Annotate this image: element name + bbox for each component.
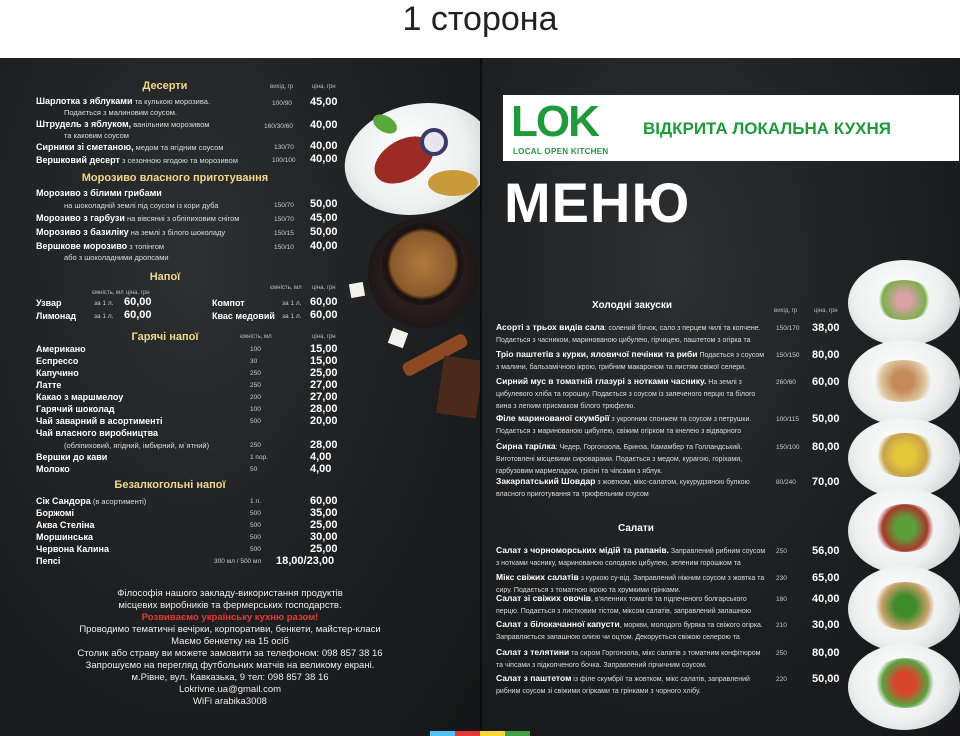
menu-item-volume: 500 [250, 534, 261, 541]
menu-item-volume: за 1 л. [282, 313, 302, 320]
chocolate-image [436, 355, 480, 418]
menu-item-price: 30,00 [310, 531, 338, 543]
menu-item-weight: 80/240 [776, 479, 796, 486]
menu-item-weight: 230 [776, 575, 787, 582]
menu-item-price: 38,00 [812, 322, 840, 334]
menu-item-volume: 50 [250, 466, 258, 473]
footer-philosophy-line1: Філософія нашого закладу-використання продуктів [117, 588, 343, 599]
menu-item-volume: 500 [250, 522, 261, 529]
footer-banquet: Маємо бенкетку на 15 осіб [171, 636, 289, 647]
menu-item-price: 60,00 [124, 309, 152, 321]
food-decoration [872, 658, 938, 708]
menu-item-name: Вершки до кави [36, 452, 108, 462]
dessert-food-decoration [428, 170, 478, 196]
menu-item [496, 376, 766, 413]
col-header-price: ціна, грн [312, 84, 336, 90]
menu-item [496, 545, 766, 572]
section-title-drinks: Напої [149, 271, 181, 283]
menu-item-weight: 150/10 [274, 244, 294, 251]
footer-wifi: WiFi arabika3008 [193, 696, 267, 707]
left-menu-page [0, 58, 480, 736]
menu-item-price: 28,00 [310, 403, 338, 415]
menu-item-name: Вершкове морозиво з топінгом [36, 241, 165, 251]
menu-item-desc: : солений бочок, сало з перцем чилі та копчене. Подається з часником, маринованою цибулею, гірчицею, паштетом з огірка та [496, 325, 761, 344]
menu-item-price: 4,00 [310, 463, 332, 475]
menu-item-volume: за 1 л. [94, 313, 114, 320]
footer-slogan: Розвиваємо українську кухню разом! [141, 612, 319, 623]
menu-item-volume: 1 л. [250, 498, 262, 505]
menu-item-price: 80,00 [812, 349, 840, 361]
col-header-price: ціна, грн [126, 290, 150, 296]
section-title-desserts: Десерти [142, 80, 188, 92]
menu-item-weight: 150/100 [776, 444, 800, 451]
menu-item-weight: 150/150 [776, 352, 800, 359]
menu-item-desc: з жовтком, мікс-салатом, кукурудзяною булкою власного приготування та трюфельним соусом [496, 479, 750, 498]
footer-philosophy-line2: місцевих виробників та фермерських господарств. [118, 600, 342, 611]
logo-banner [503, 95, 959, 161]
footer-football: Запрошуємо на перегляд футбольних матчів на великому екрані. [85, 660, 375, 671]
menu-item-volume: 500 [250, 510, 261, 517]
menu-item-price: 15,00 [310, 355, 338, 367]
menu-item-name: Тріо паштетів з курки, яловичої печінки та риби [496, 349, 698, 359]
menu-item-name: Морозиво з білими грибами [36, 188, 162, 198]
color-strip [430, 731, 530, 736]
coffee-cup-image [382, 223, 464, 305]
menu-item [496, 349, 766, 376]
right-menu-page [482, 58, 960, 736]
menu-item-weight: 220 [776, 676, 787, 683]
menu-item-volume: 300 мл / 500 мл [214, 558, 262, 565]
col-header-price: ціна, грн [312, 334, 336, 340]
col-header-volume: ємність, мл [240, 334, 272, 340]
menu-item-name: Шарлотка з яблуками та кулькою морозива. [36, 96, 211, 106]
logo-slogan: ВІДКРИТА ЛОКАЛЬНА КУХНЯ [643, 119, 892, 138]
menu-item-weight: 250 [776, 548, 787, 555]
food-decoration [870, 582, 940, 630]
menu-item [496, 441, 766, 476]
section-title-cold-appetizers: Холодні закуски [592, 300, 672, 311]
menu-item-name: Гарячий шоколад [36, 404, 115, 414]
menu-item-name: Какао з маршмелоу [36, 392, 124, 402]
menu-item [496, 593, 766, 619]
menu-item-name: Асорті з трьох видів сала [496, 322, 605, 332]
menu-item-price: 60,00 [310, 309, 338, 321]
sugar-cube-image [349, 282, 365, 298]
menu-item-desc: з укропним спонжем та соусом з петрушки. Подається з маринованою цибулею, свіжим огірком та кнелею з відварного [496, 416, 752, 435]
menu-item-volume: за 1 л. [282, 300, 302, 307]
menu-item-desc: (обліпиховий, ягідний, імбирний, м`ятний) [64, 441, 210, 450]
menu-item-price: 60,00 [310, 296, 338, 308]
menu-item [496, 413, 766, 441]
col-header-price: ціна, грн [312, 285, 336, 291]
menu-item-price: 25,00 [310, 543, 338, 555]
menu-item-name: Квас медовий [212, 311, 275, 321]
menu-item-weight: 100/100 [272, 157, 296, 164]
menu-item-name: Салат з паштетом [496, 673, 572, 683]
menu-item-volume: 100 [250, 346, 261, 353]
menu-item [496, 619, 766, 647]
footer-address: м.Рівне, вул. Кавказька, 9 тел: 098 857 38 16 [131, 672, 329, 683]
menu-item-name: Сирна тарілка [496, 441, 556, 451]
menu-heading: МЕНЮ [504, 171, 691, 234]
menu-item-name: Вершковий десерт з сезонною ягодою та морозивом [36, 155, 238, 165]
menu-item-volume: 200 [250, 394, 261, 401]
menu-item-volume: 100 [250, 406, 261, 413]
menu-item-desc: на шоколадній землі під соусом із кори дуба [64, 201, 219, 210]
menu-item-name: Філе маринованої скумбрії [496, 413, 610, 423]
menu-item-price: 80,00 [812, 441, 840, 453]
food-decoration [874, 280, 934, 320]
menu-item-name: Еспрессо [36, 356, 79, 366]
menu-item-desc: з куркою су-від. Заправлений ніжним соусом з жовтка та сиру. Подається з томатною ікрою та хрумкими грінками. [496, 575, 765, 593]
menu-item-price: 25,00 [310, 367, 338, 379]
menu-item-weight: 150/70 [274, 216, 294, 223]
menu-item [496, 322, 766, 349]
section-title-salads: Салати [618, 523, 654, 534]
menu-item-name: Аква Стеліна [36, 520, 95, 530]
menu-item-name: Лимонад [36, 311, 77, 321]
section-title-soft-drinks: Безалкогольні напої [114, 479, 226, 491]
menu-item-name: Американо [36, 344, 86, 354]
menu-item-name: Сирники зі сметаною, медом та ягідним соусом [36, 142, 224, 152]
menu-item [496, 476, 766, 514]
menu-item-weight: 260/60 [776, 379, 796, 386]
menu-item-price: 60,00 [124, 296, 152, 308]
menu-item-price: 28,00 [310, 439, 338, 451]
menu-item-volume: 1 пор. [250, 454, 268, 461]
col-header-volume: ємність, мл [270, 285, 302, 291]
menu-item-price: 50,00 [310, 226, 338, 238]
menu-item-price: 70,00 [812, 476, 840, 488]
menu-item-desc: Заправлений рибним соусом з нотками часнику, маринованою солодкою цибулею, зеленим горошком та [496, 548, 766, 567]
menu-item-name: Салат з білокачанної капусти [496, 619, 620, 629]
menu-item-name: Салат з телятини [496, 647, 570, 657]
menu-item-price: 45,00 [310, 96, 338, 108]
menu-item-price: 4,00 [310, 451, 332, 463]
menu-item-name: Червона Калина [36, 544, 109, 554]
menu-item-price: 80,00 [812, 647, 840, 659]
menu-item-name: Мікс свіжих салатів [496, 572, 579, 582]
menu-item-price: 60,00 [812, 376, 840, 388]
menu-item-volume: за 1 л. [94, 300, 114, 307]
logo-subtitle: LOCAL OPEN KITCHEN [513, 147, 609, 156]
menu-item-weight: 100/90 [272, 100, 292, 107]
menu-item-price: 20,00 [310, 415, 338, 427]
menu-item-price: 35,00 [310, 507, 338, 519]
menu-item-volume: 500 [250, 418, 261, 425]
menu-item-name: Салат зі свіжих овочів [496, 593, 592, 603]
menu-item-price: 30,00 [812, 619, 840, 631]
menu-item [496, 647, 766, 673]
menu-item-desc: На землі з цибулевого хліба та горошку. Подається з соусом із запеченого перцю та білого вина з легким присмаком білого трюфелю. [496, 379, 756, 410]
menu-item-name: Боржомі [36, 508, 75, 518]
menu-item-weight: 150/15 [274, 230, 294, 237]
menu-item-price: 40,00 [310, 153, 338, 165]
menu-item-desc: : Чедер, Горгонзола, Бринза, Камамбер та Голландський. Виготовлені місцевими сироварами. Подається з медом, курагою, горіхами, гарбузовим мармеладом, грісіні та чіпсами з яблук. [496, 444, 743, 475]
menu-item-price: 60,00 [310, 495, 338, 507]
menu-item-price: 65,00 [812, 572, 840, 584]
menu-item-name: Чай власного виробництва [36, 428, 159, 438]
dessert-food-decoration [420, 128, 448, 156]
menu-item-weight: 150/170 [776, 325, 800, 332]
menu-item-name: Молоко [36, 464, 70, 474]
page-title: 1 сторона [402, 0, 558, 38]
menu-item-volume: 250 [250, 382, 261, 389]
col-header-weight: вихід, гр [774, 308, 798, 314]
menu-item-desc: та сиром Горгонзола, мікс салатів з томатним конфітюром та чіпсами з підкопченого бочка. Заправлений гірчичним соусом. [496, 650, 761, 669]
menu-item-name: Морозиво з базиліку на землі з білого шоколаду [36, 227, 226, 237]
menu-item-name: Пепсі [36, 556, 61, 566]
menu-item-price: 18,00/23,00 [276, 555, 335, 567]
col-header-weight: вихід, гр [270, 84, 294, 90]
footer-events: Проводимо тематичні вечірки, корпоративи, бенкети, майстер-класи [79, 624, 381, 635]
menu-item-price: 45,00 [310, 212, 338, 224]
food-decoration [868, 360, 938, 402]
menu-item-name: Моршинська [36, 532, 94, 542]
menu-item-name: Капучино [36, 368, 79, 378]
menu-item-name: Штрудель з яблуком, ванільним морозивом [36, 119, 210, 129]
menu-item-weight: 210 [776, 622, 787, 629]
menu-item-name: Сік Сандора (в асортименті) [36, 496, 147, 506]
menu-item-price: 56,00 [812, 545, 840, 557]
menu-item-price: 50,00 [812, 413, 840, 425]
menu-item-name: Морозиво з гарбузи на вівсяниі з обліпиховим снігом [36, 213, 240, 223]
logo-mark: LOK [511, 97, 598, 146]
food-decoration [872, 433, 938, 477]
footer-booking-phone: Столик або страву ви можете замовити за телефоном: 098 857 38 16 [77, 648, 383, 659]
food-decoration [872, 504, 938, 552]
menu-item-desc: Подається з малиновим соусом. [64, 108, 177, 117]
footer-email: Lokrivne.ua@gmail.com [178, 684, 282, 695]
menu-item-desc: Подається з соусом з малини, бальзамічною ікрою, грибним макароном та листям свіжої селери. [496, 352, 765, 371]
menu-item-price: 40,00 [310, 140, 338, 152]
menu-item-name: Латте [36, 380, 62, 390]
menu-item-name: Салат з чорноморських мідій та рапанів. [496, 545, 669, 555]
menu-item-price: 40,00 [310, 119, 338, 131]
menu-item-price: 25,00 [310, 519, 338, 531]
menu-item-desc: , моркви, молодого буряка та свіжого огірка. Заправляється запашною олією чи оцтом. Декорується свіжою селерою та [496, 622, 763, 641]
menu-item-name: Закарпатський Шовдар [496, 476, 596, 486]
menu-item-price: 15,00 [310, 343, 338, 355]
menu-item-weight: 160/30/60 [264, 123, 293, 130]
section-title-hot-drinks: Гарячі напої [131, 331, 199, 343]
menu-item-price: 50,00 [310, 198, 338, 210]
sugar-cube-image [388, 328, 409, 349]
menu-item-price: 40,00 [310, 240, 338, 252]
menu-item-desc: , в'яленних томатів та підпеченого болгарського перцю. Подається з листковим тістом, міксом салатів, заправлений запашною [496, 596, 751, 615]
menu-item [496, 572, 766, 593]
menu-item-desc: із філе скумбрії та жовтком, мікс салатів, заправлений рибним соусом зі свіжими огірками та грінками з чорного хлібу. [496, 676, 750, 695]
menu-item-name: Чай заварний в асортименті [36, 416, 163, 426]
menu-item-volume: 250 [250, 370, 261, 377]
menu-item-weight: 100/115 [776, 416, 800, 423]
menu-item-desc: та каковим соусом [64, 131, 129, 140]
menu-item-desc: або з шоколадними дропсами [64, 253, 169, 262]
menu-item-name: Компот [212, 298, 245, 308]
menu-item-price: 27,00 [310, 391, 338, 403]
menu-item-name: Сирний мус в томатній глазурі з нотками часнику. [496, 376, 707, 386]
menu-item-volume: 500 [250, 546, 261, 553]
menu-item-weight: 180 [776, 596, 787, 603]
menu-item-price: 50,00 [812, 673, 840, 685]
menu-item-weight: 130/70 [274, 144, 294, 151]
menu-item [496, 673, 766, 703]
menu-item-price: 27,00 [310, 379, 338, 391]
menu-item-weight: 250 [776, 650, 787, 657]
section-title-icecream: Морозиво власного приготування [81, 172, 269, 184]
col-header-price: ціна, грн [814, 308, 838, 314]
menu-item-price: 40,00 [812, 593, 840, 605]
menu-item-name: Узвар [36, 298, 62, 308]
menu-item-weight: 150/70 [274, 202, 294, 209]
col-header-volume: ємність, мл [92, 290, 124, 296]
menu-item-volume: 250 [250, 442, 261, 449]
menu-item-volume: 30 [250, 358, 258, 365]
